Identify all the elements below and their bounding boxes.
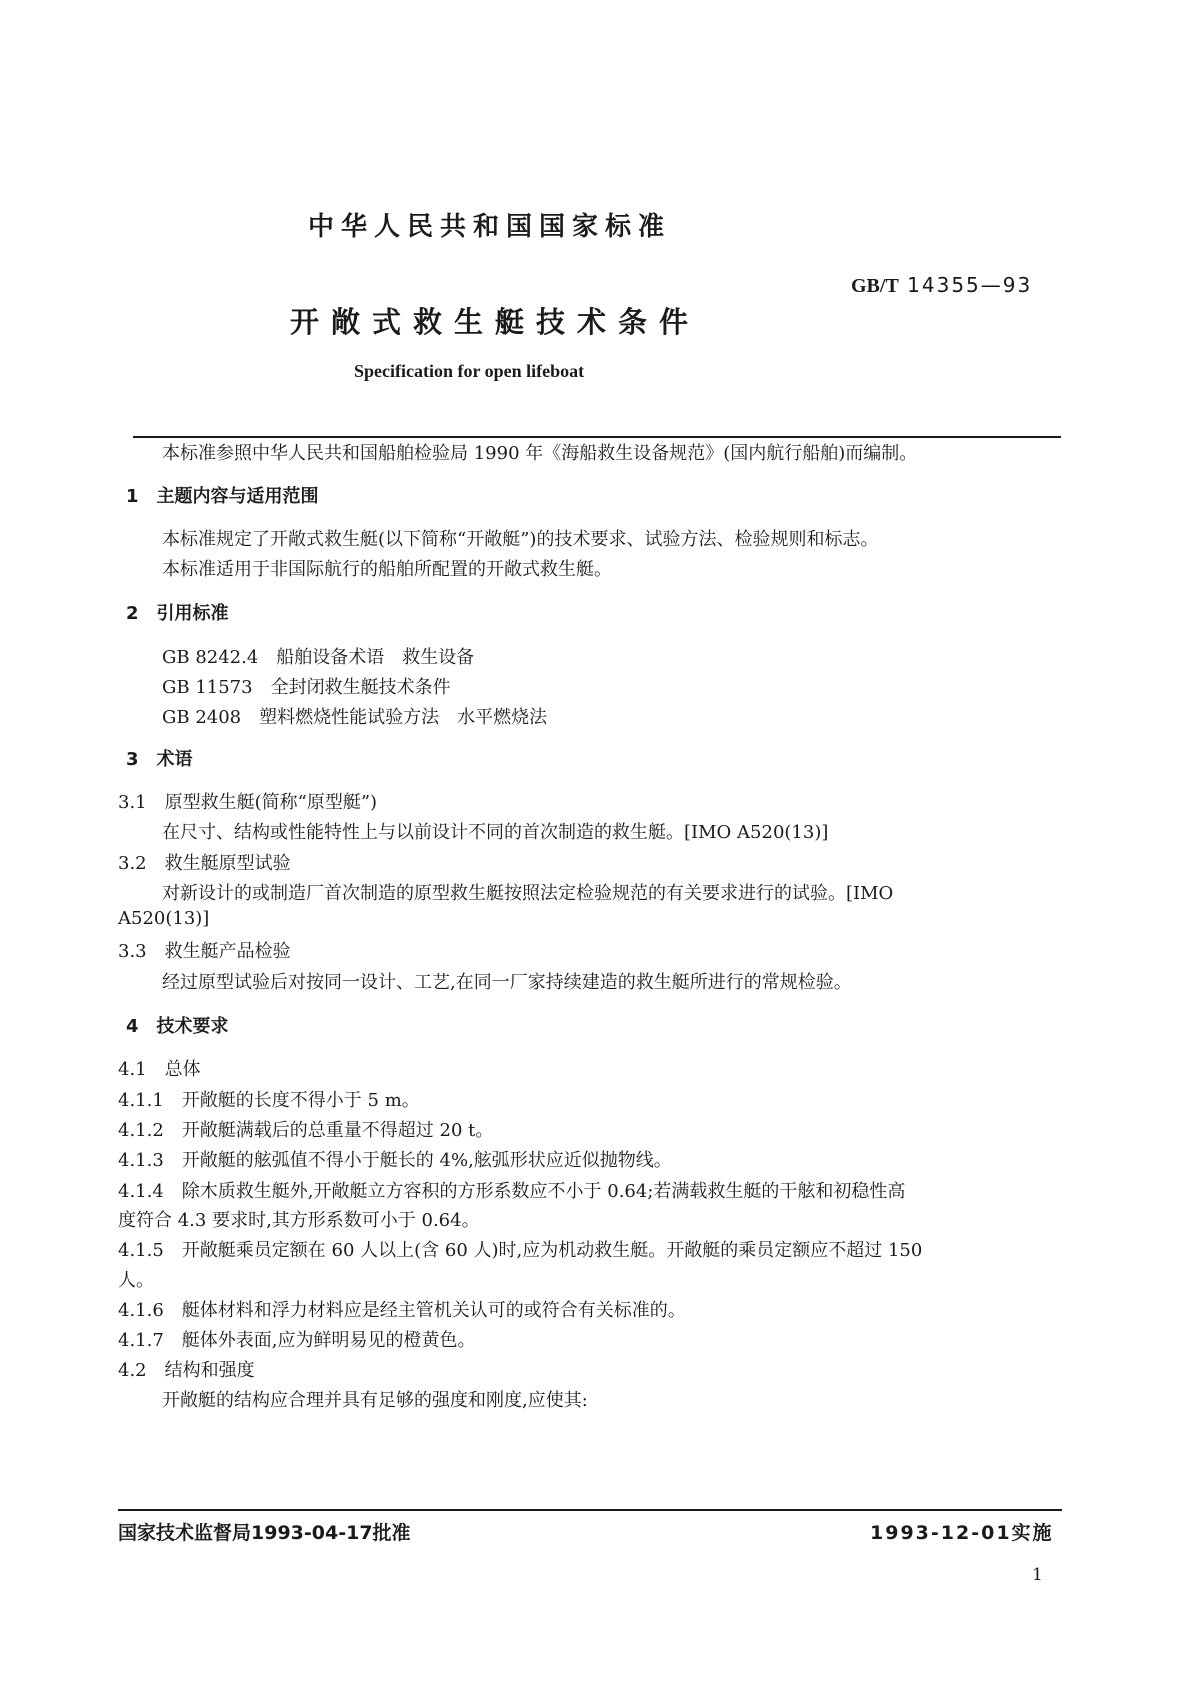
- clause-4-1-3: 4.1.3 开敞艇的舷弧值不得小于艇长的 4%,舷弧形状应近似抛物线。: [118, 1150, 672, 1171]
- section-4-heading: 4 技术要求: [126, 1016, 229, 1037]
- clause-3-2-text: 对新设计的或制造厂首次制造的原型救生艇按照法定检验规范的有关要求进行的试验。[IMO: [162, 883, 894, 904]
- section-1-paragraph-2: 本标准适用于非国际航行的船舶所配置的开敞式救生艇。: [162, 559, 612, 580]
- clause-3-3-text: 经过原型试验后对按同一设计、工艺,在同一厂家持续建造的救生艇所进行的常规检验。: [162, 972, 852, 993]
- approval-date: 国家技术监督局1993-04-17批准: [118, 1522, 411, 1544]
- section-1-heading: 1 主题内容与适用范围: [126, 486, 319, 507]
- document-title-cn: 开敞式救生艇技术条件: [290, 305, 701, 339]
- standard-prefix: GB/T: [851, 275, 899, 297]
- clause-4-1: 4.1 总体: [118, 1059, 201, 1080]
- implementation-date: 1993-12-01实施: [870, 1522, 1054, 1544]
- document-title-en: Specification for open lifeboat: [354, 361, 585, 381]
- clause-3-3-heading: 3.3 救生艇产品检验: [118, 941, 291, 962]
- clause-3-2-heading: 3.2 救生艇原型试验: [118, 853, 291, 874]
- clause-4-2-text: 开敞艇的结构应合理并具有足够的强度和刚度,应使其:: [162, 1390, 588, 1411]
- section-2-heading: 2 引用标准: [126, 603, 229, 624]
- clause-3-2-text-cont: A520(13)]: [118, 908, 210, 929]
- reference-item: GB 8242.4 船舶设备术语 救生设备: [162, 647, 475, 668]
- standard-number: [851, 273, 1032, 298]
- page-number: 1: [1032, 1565, 1043, 1585]
- clause-4-1-6: 4.1.6 艇体材料和浮力材料应是经主管机关认可的或符合有关标准的。: [118, 1300, 686, 1321]
- national-standard-heading: 中华人民共和国国家标准: [308, 212, 672, 242]
- section-1-paragraph-1: 本标准规定了开敞式救生艇(以下简称“开敞艇”)的技术要求、试验方法、检验规则和标志。: [162, 529, 879, 550]
- top-divider: [133, 436, 1061, 438]
- clause-3-1-text: 在尺寸、结构或性能特性上与以前设计不同的首次制造的救生艇。[IMO A520(13)]: [162, 822, 829, 843]
- reference-item: GB 11573 全封闭救生艇技术条件: [162, 677, 451, 698]
- clause-4-1-4-cont: 度符合 4.3 要求时,其方形系数可小于 0.64。: [118, 1210, 480, 1231]
- clause-4-1-5-cont: 人。: [118, 1270, 154, 1291]
- section-3-heading: 3 术语: [126, 749, 193, 770]
- clause-4-1-1: 4.1.1 开敞艇的长度不得小于 5 m。: [118, 1090, 420, 1111]
- clause-4-1-5: 4.1.5 开敞艇乘员定额在 60 人以上(含 60 人)时,应为机动救生艇。开敞艇的乘员定额应不超过 150: [118, 1240, 923, 1261]
- bottom-divider: [118, 1509, 1062, 1511]
- foreword-text: 本标准参照中华人民共和国船舶检验局 1990 年《海船救生设备规范》(国内航行船舶)而编制。: [162, 443, 918, 464]
- clause-4-1-4: 4.1.4 除木质救生艇外,开敞艇立方容积的方形系数应不小于 0.64;若满载救生艇的干舷和初稳性高: [118, 1181, 906, 1202]
- clause-4-1-2: 4.1.2 开敞艇满载后的总重量不得超过 20 t。: [118, 1120, 494, 1141]
- clause-4-1-7: 4.1.7 艇体外表面,应为鲜明易见的橙黄色。: [118, 1330, 476, 1351]
- clause-4-2: 4.2 结构和强度: [118, 1360, 255, 1381]
- standard-code: 14355—93: [907, 273, 1033, 297]
- clause-3-1-heading: 3.1 原型救生艇(简称“原型艇”): [118, 792, 378, 813]
- reference-item: GB 2408 塑料燃烧性能试验方法 水平燃烧法: [162, 707, 548, 728]
